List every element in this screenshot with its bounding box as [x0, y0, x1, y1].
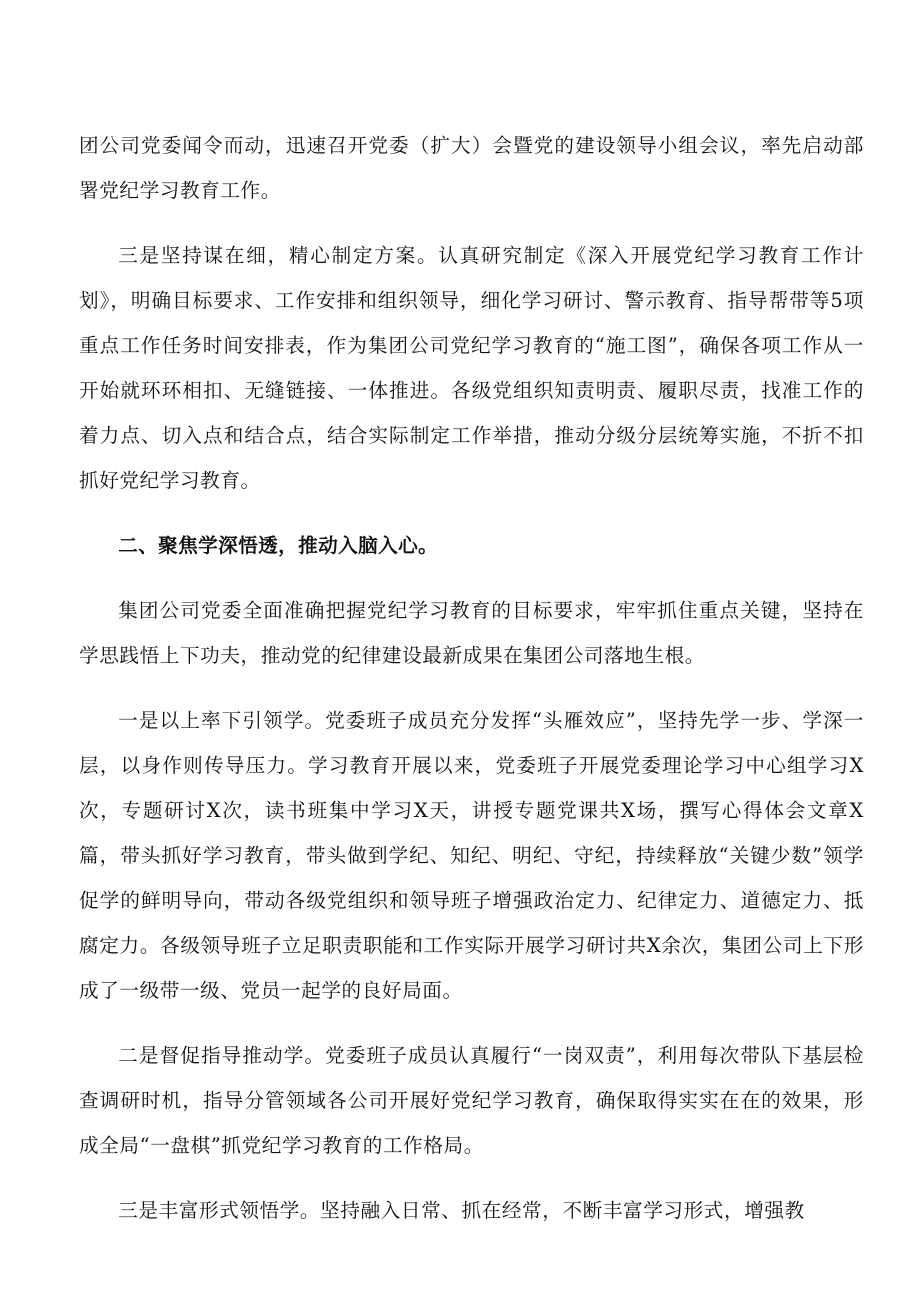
- paragraph-section-intro: 集团公司党委全面准确把握党纪学习教育的目标要求，牢牢抓住重点关键，坚持在学思践悟上下功夫，推动党的纪律建设最新成果在集团公司落地生根。: [79, 599, 864, 667]
- paragraph-continuation: 团公司党委闻令而动，迅速召开党委（扩大）会暨党的建设领导小组会议，率先启动部署党纪学习教育工作。: [79, 134, 864, 202]
- paragraph-plan-formulation: 三是坚持谋在细，精心制定方案。认真研究制定《深入开展党纪学习教育工作计划》，明确目标要求、工作安排和组织领导，细化学习研讨、警示教育、指导帮带等5项重点工作任务时间安排表，作为集团公司党纪学习教育的“施工图”，确保各项工作从一开始就环环相扣、无缝链接、一体推进。各级党组织知责明责、履职尽责，找准工作的着力点、切入点和结合点，结合实际制定工作举措，推动分级分层统筹实施，不折不扣抓好党纪学习教育。: [79, 244, 864, 492]
- document-body: [79, 123, 864, 1233]
- paragraph-lead-by-example: 一是以上率下引领学。党委班子成员充分发挥“头雁效应”，坚持先学一步、学深一层，以身作则传导压力。学习教育开展以来，党委班子开展党委理论学习中心组学习X次，专题研讨X次，读书班集中学习X天，讲授专题党课共X场，撰写心得体会文章X篇，带头抓好学习教育，带头做到学纪、知纪、明纪、守纪，持续释放“关键少数”领学促学的鲜明导向，带动各级党组织和领导班子增强政治定力、纪律定力、道德定力、抵腐定力。各级领导班子立足职责职能和工作实际开展学习研讨共X余次，集团公司上下形成了一级带一级、党员一起学的良好局面。: [79, 709, 864, 1002]
- section-heading: 二、聚焦学深悟透，推动入脑入心。: [118, 534, 439, 557]
- paragraph-enrich-forms: 三是丰富形式领悟学。坚持融入日常、抓在经常，不断丰富学习形式，增强教: [118, 1199, 805, 1222]
- paragraph-supervise-guide: 二是督促指导推动学。党委班子成员认真履行“一岗双责”，利用每次带队下基层检查调研时机，指导分管领域各公司开展好党纪学习教育，确保取得实实在在的效果，形成全局“一盘棋”抓党纪学习教育的工作格局。: [79, 1044, 864, 1157]
